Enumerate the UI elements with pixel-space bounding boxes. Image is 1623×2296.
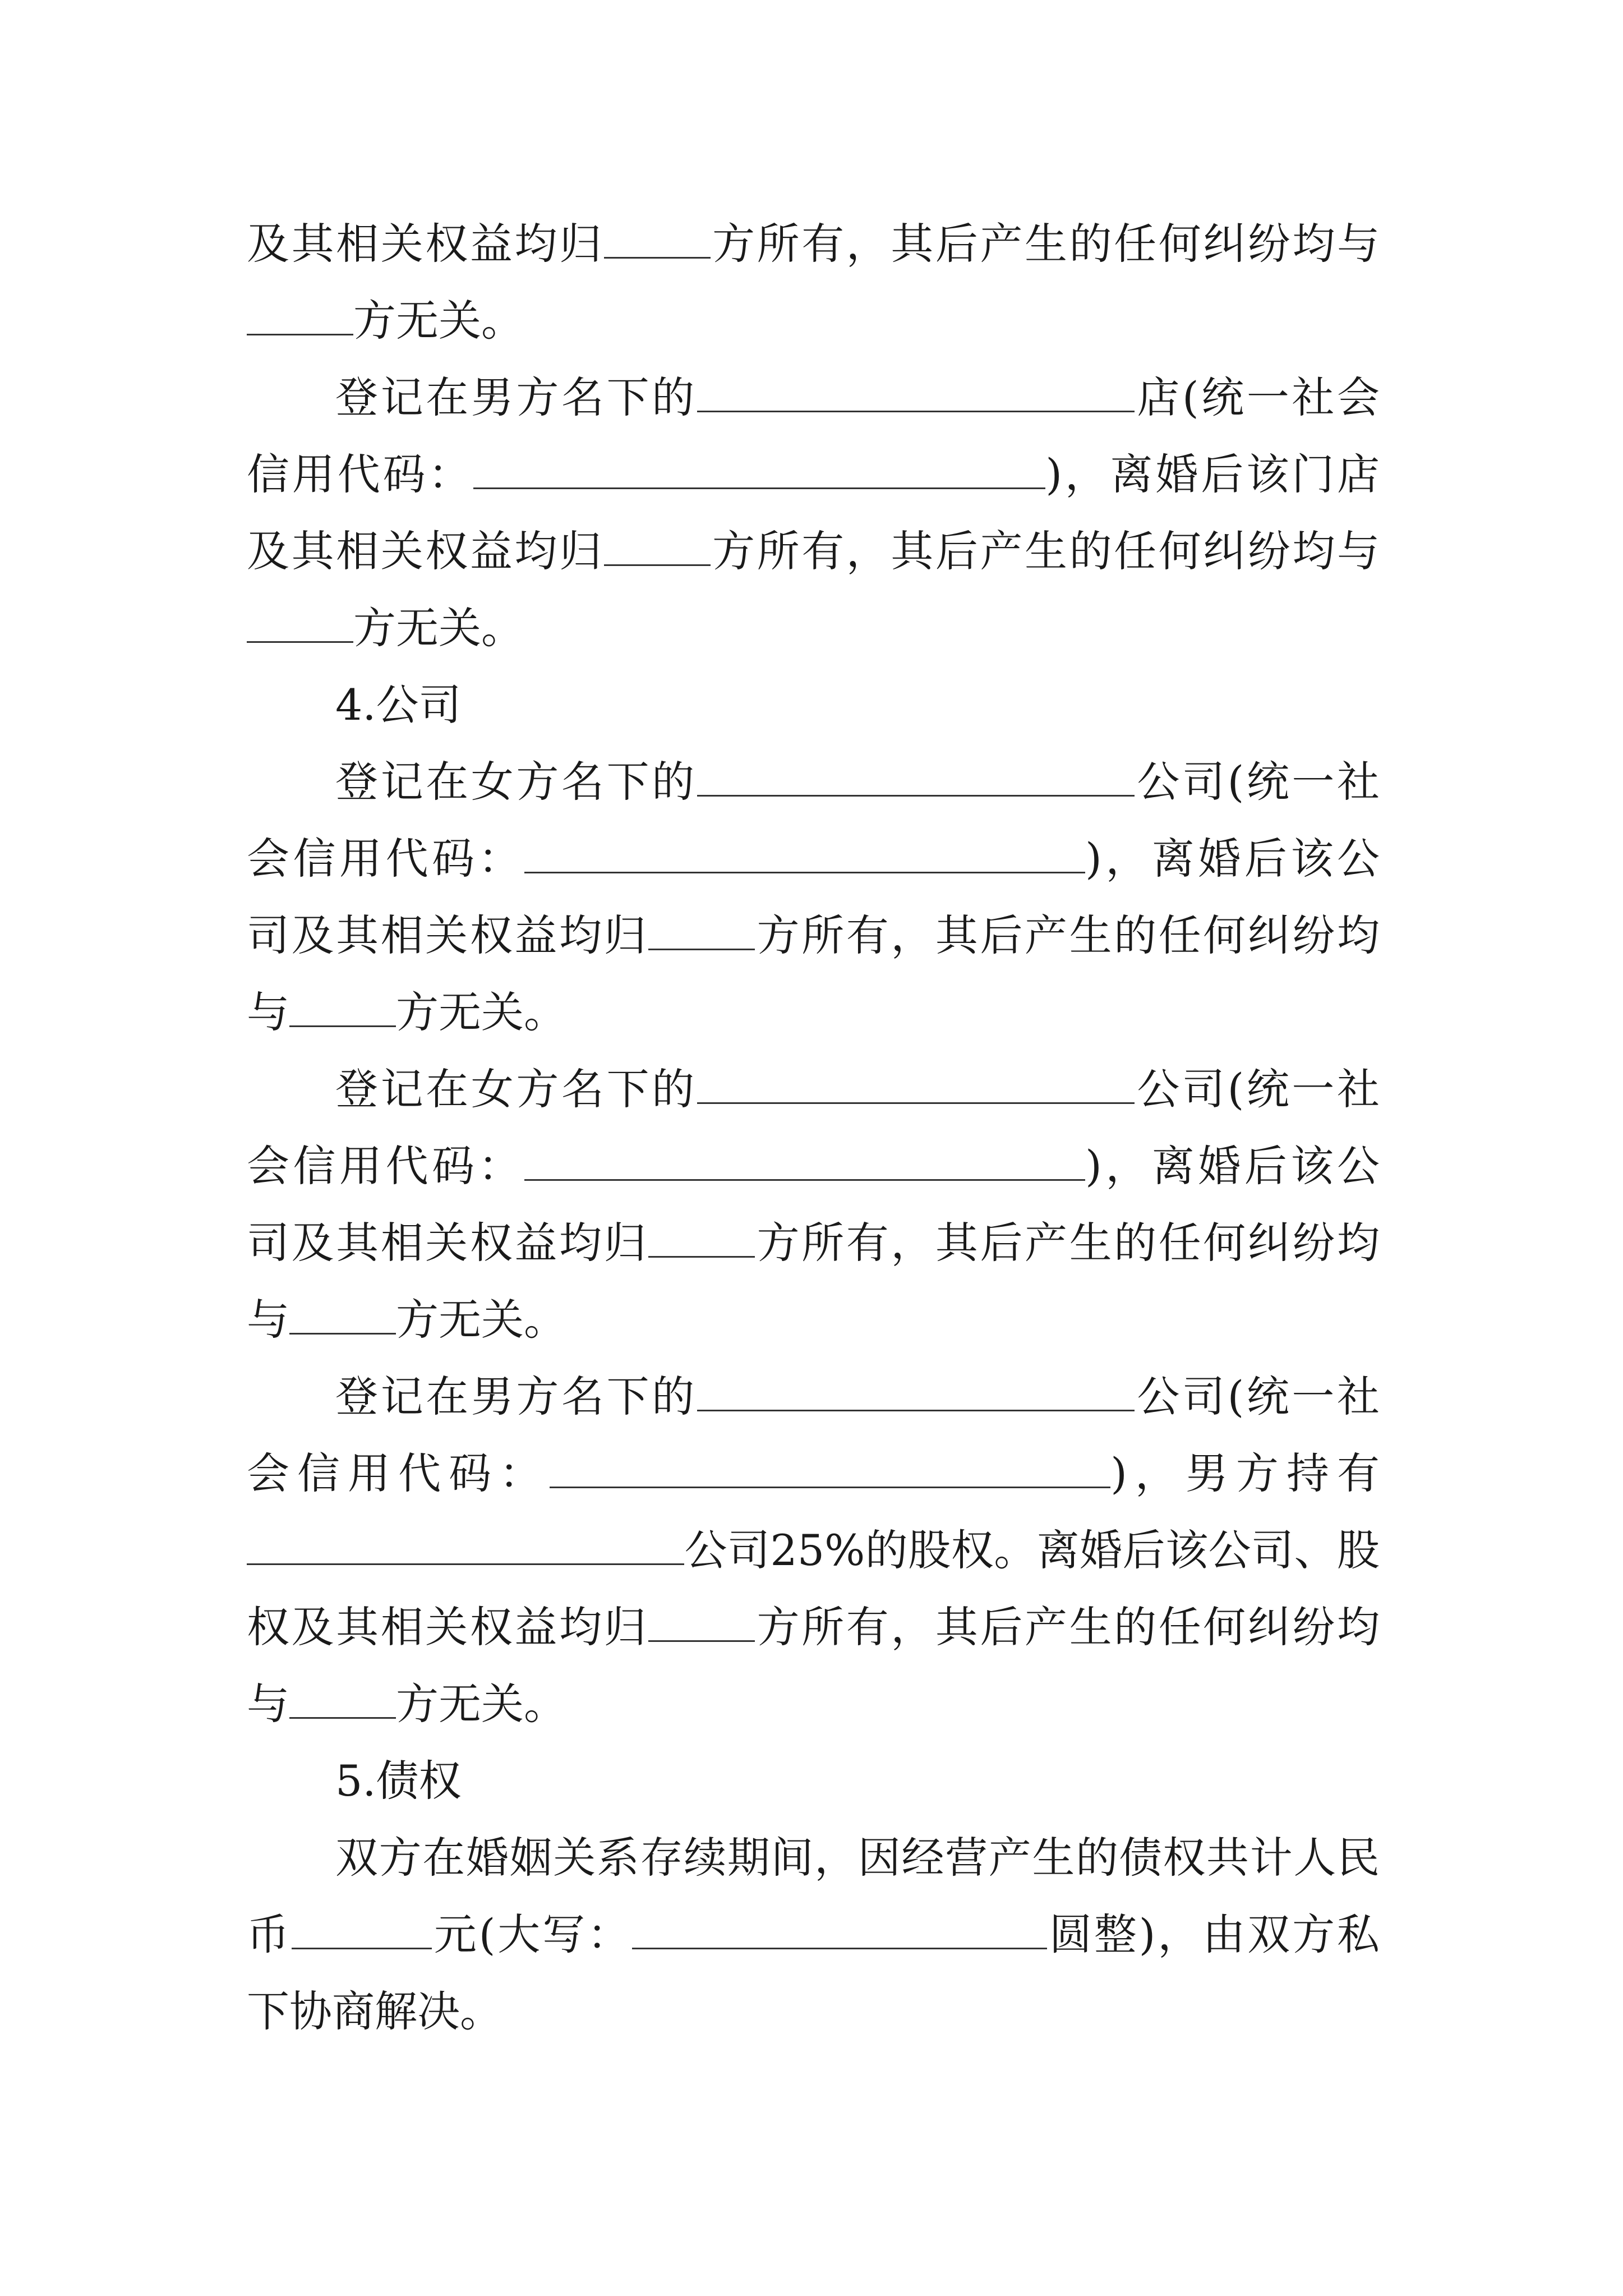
- text-line: [247, 1138, 1380, 1194]
- text-segment: 信用代码：: [247, 449, 474, 499]
- fill-blank[interactable]: [247, 295, 353, 335]
- text-segment: 方所有，其后产生的任何纠纷均: [755, 1218, 1380, 1268]
- text-segment: 及其相关权益均归: [247, 526, 604, 576]
- fill-blank[interactable]: [632, 1908, 1047, 1949]
- text-line: [247, 1215, 1380, 1271]
- fill-blank[interactable]: [648, 909, 755, 950]
- text-line: [247, 216, 1380, 272]
- text-segment: 方无关。: [396, 1679, 566, 1729]
- text-segment: 公司25%的股权。离婚后该公司、股: [684, 1525, 1380, 1575]
- text-line: [335, 1369, 1380, 1425]
- text-segment: )，离婚后该公: [1085, 834, 1380, 884]
- text-line: [247, 523, 1380, 579]
- text-segment: 圆整)，由双方私: [1047, 1910, 1380, 1959]
- fill-blank[interactable]: [648, 1601, 755, 1642]
- text-segment: )，离婚后该公: [1085, 1141, 1380, 1191]
- text-segment: 公司(统一社: [1134, 757, 1380, 807]
- text-line: [335, 1061, 1380, 1117]
- text-line: [247, 831, 1380, 887]
- fill-blank[interactable]: [292, 1908, 432, 1949]
- text-segment: 方所有，其后产生的任何纠纷均与: [710, 526, 1380, 576]
- text-segment: 登记在男方名下的: [335, 372, 697, 422]
- text-segment: 币: [247, 1910, 292, 1959]
- text-segment: 及其相关权益均归: [247, 219, 604, 269]
- text-segment: 方所有，其后产生的任何纠纷均与: [710, 219, 1380, 269]
- text-segment: 店(统一社会: [1134, 372, 1380, 422]
- section-heading: [335, 677, 1380, 733]
- text-line: [247, 447, 1380, 503]
- text-line: [335, 754, 1380, 810]
- text-segment: 会信用代码：: [247, 1448, 550, 1498]
- text-segment: 公司(统一社: [1134, 1372, 1380, 1421]
- text-segment: 权及其相关权益均归: [247, 1602, 649, 1652]
- fill-blank[interactable]: [697, 1370, 1135, 1411]
- text-segment: 会信用代码：: [247, 1141, 525, 1191]
- text-segment: 方所有，其后产生的任何纠纷均: [755, 1602, 1380, 1652]
- text-segment: 与: [247, 987, 289, 1037]
- fill-blank[interactable]: [473, 448, 1045, 489]
- text-segment: 司及其相关权益均归: [247, 1218, 649, 1268]
- text-line: [247, 600, 1380, 656]
- fill-blank[interactable]: [247, 1524, 684, 1565]
- text-line: [247, 1522, 1380, 1579]
- text-segment: 双方在婚姻关系存续期间，因经营产生的债权共计人民: [335, 1833, 1380, 1883]
- text-line: [247, 1599, 1380, 1655]
- text-line: [247, 1446, 1380, 1502]
- fill-blank[interactable]: [697, 756, 1135, 797]
- text-line: [247, 1676, 1380, 1732]
- fill-blank[interactable]: [247, 602, 353, 643]
- fill-blank[interactable]: [648, 1217, 755, 1258]
- fill-blank[interactable]: [524, 832, 1085, 873]
- fill-blank[interactable]: [604, 218, 711, 259]
- fill-blank[interactable]: [604, 525, 711, 566]
- text-segment: 登记在女方名下的: [335, 1064, 697, 1114]
- text-segment: 登记在女方名下的: [335, 757, 697, 807]
- fill-blank[interactable]: [697, 1063, 1135, 1104]
- text-line: [335, 370, 1380, 426]
- text-segment: 方无关。: [396, 987, 566, 1037]
- fill-blank[interactable]: [550, 1447, 1110, 1488]
- text-segment: )，离婚后该门店: [1045, 449, 1380, 499]
- text-segment: 登记在男方名下的: [335, 1372, 697, 1421]
- section-heading: [335, 1753, 1380, 1809]
- section-heading-text: 4.公司: [335, 680, 462, 730]
- text-segment: 下协商解决。: [247, 1986, 502, 2036]
- text-line: [335, 1830, 1380, 1886]
- fill-blank[interactable]: [697, 371, 1135, 412]
- text-segment: 会信用代码：: [247, 834, 525, 884]
- text-line: [247, 1292, 1380, 1348]
- text-line: [247, 908, 1380, 964]
- text-line: [247, 1984, 1380, 2040]
- text-segment: 公司(统一社: [1134, 1064, 1380, 1114]
- text-segment: 司及其相关权益均归: [247, 910, 649, 960]
- text-line: [247, 293, 1380, 349]
- text-segment: 方所有，其后产生的任何纠纷均: [755, 910, 1380, 960]
- text-segment: 与: [247, 1679, 289, 1729]
- text-segment: 方无关。: [353, 296, 524, 346]
- fill-blank[interactable]: [289, 986, 396, 1027]
- fill-blank[interactable]: [524, 1140, 1085, 1181]
- fill-blank[interactable]: [289, 1678, 396, 1719]
- text-segment: )，男方持有: [1110, 1448, 1380, 1498]
- text-segment: 方无关。: [353, 603, 524, 653]
- text-line: [247, 984, 1380, 1041]
- fill-blank[interactable]: [289, 1294, 396, 1335]
- text-segment: 方无关。: [396, 1295, 566, 1345]
- text-segment: 元(大写：: [431, 1910, 633, 1959]
- text-line: [247, 1907, 1380, 1963]
- text-segment: 与: [247, 1295, 289, 1345]
- section-heading-text: 5.债权: [335, 1756, 462, 1806]
